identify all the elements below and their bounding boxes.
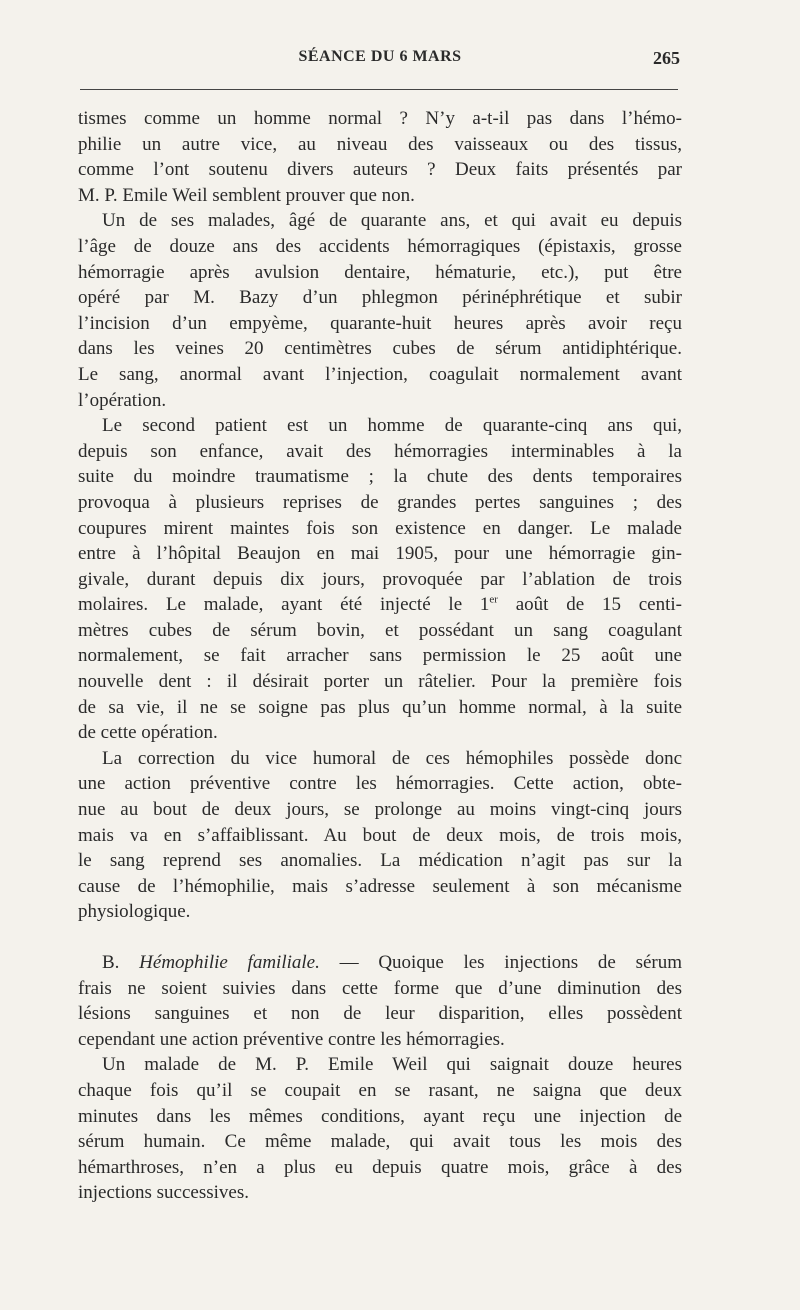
text-line: Le sang, anormal avant l’injection, coagulait normalement avant xyxy=(78,363,682,385)
section-b-heading-line xyxy=(78,950,682,976)
text-line: M. P. Emile Weil semblent prouver que non. xyxy=(78,184,415,206)
text-line: Le second patient est un homme de quarante-cinq ans qui, xyxy=(102,415,682,437)
text-line: mètres cubes de sérum bovin, et possédant un sang coagulant xyxy=(78,619,682,641)
text-line: dans les veines 20 centimètres cubes de sérum antidiphtérique. xyxy=(78,338,682,360)
text-line: l’incision d’un empyème, quarante-huit heures après avoir reçu xyxy=(78,312,682,334)
section-b-paragraph xyxy=(78,950,682,1052)
text-line: cependant une action préventive contre les hémorragies. xyxy=(78,1028,505,1050)
paragraph-3 xyxy=(78,413,682,746)
text-line: suite du moindre traumatisme ; la chute des dents temporaires xyxy=(78,466,682,488)
text-line: mais va en s’affaiblissant. Au bout de deux mois, de trois mois, xyxy=(78,824,682,846)
section-label: B. xyxy=(102,952,120,973)
section-gap xyxy=(78,925,682,950)
paragraph-final xyxy=(78,1052,682,1206)
em-dash: — xyxy=(339,952,359,973)
text-line: normalement, se fait arracher sans permission le 25 août une xyxy=(78,645,682,667)
text-line: hémorragie après avulsion dentaire, hématurie, etc.), put être xyxy=(78,261,682,283)
text-line: l’âge de douze ans des accidents hémorragiques (épistaxis, grosse xyxy=(78,235,682,257)
text-line: physiologique. xyxy=(78,901,191,923)
text-line: l’opération. xyxy=(78,389,167,411)
text-line: lésions sanguines et non de leur disparition, elles possèdent xyxy=(78,1003,682,1025)
text-fragment: molaires. Le malade, ayant été injecté le xyxy=(78,594,463,616)
text-line: cause de l’hémophilie, mais s’adresse seulement à son mécanisme xyxy=(78,875,682,897)
header-rule xyxy=(80,89,678,90)
running-title: SÉANCE DU 6 MARS xyxy=(298,48,462,65)
paragraph-4 xyxy=(78,746,682,925)
text-line: injections successives. xyxy=(78,1182,249,1204)
text-line: Un de ses malades, âgé de quarante ans, et qui avait eu depuis xyxy=(102,210,682,232)
page-header xyxy=(80,48,680,74)
text-line: sérum humain. Ce même malade, qui avait tous les mois des xyxy=(78,1131,682,1153)
text-line: minutes dans les mêmes conditions, ayant reçu une injection de xyxy=(78,1105,682,1127)
text-line: nue au bout de deux jours, se prolonge au moins vingt-cinq jours xyxy=(78,799,682,821)
text-fragment: août de 15 centi- xyxy=(515,594,682,616)
text-line: nouvelle dent : il désirait porter un râtelier. Pour la première fois xyxy=(78,671,682,693)
text-line: frais ne soient suivies dans cette forme que d’une diminution des xyxy=(78,977,682,999)
text-line: givale, durant depuis dix jours, provoquée par l’ablation de trois xyxy=(78,568,682,590)
text-line: opéré par M. Bazy d’un phlegmon périnéphrétique et subir xyxy=(78,287,682,309)
text-line: depuis son enfance, avait des hémorragies interminables à la xyxy=(78,440,682,462)
paragraph-1 xyxy=(78,106,682,208)
text-line: coupures mirent maintes fois son existence en danger. Le malade xyxy=(78,517,682,539)
text-fragment: Quoique les injections de sérum xyxy=(378,952,683,973)
text-line: La correction du vice humoral de ces hémophiles possède donc xyxy=(102,747,682,769)
page-number: 265 xyxy=(653,48,680,68)
paragraph-2 xyxy=(78,208,682,413)
text-line: provoqua à plusieurs reprises de grandes pertes sanguines ; des xyxy=(78,491,682,513)
text-line xyxy=(78,592,682,618)
date-day: 1 xyxy=(479,594,490,616)
text-line: une action préventive contre les hémorragies. Cette action, obte- xyxy=(78,773,682,795)
body-text xyxy=(78,106,682,1206)
text-line: de sa vie, il ne se soigne pas plus qu’un homme normal, à la suite xyxy=(78,696,682,718)
text-line: tismes comme un homme normal ? N’y a-t-il pas dans l’hémo- xyxy=(78,108,682,129)
text-line: de cette opération. xyxy=(78,722,218,744)
text-line: chaque fois qu’il se coupait en se rasant, ne saigna que deux xyxy=(78,1079,682,1101)
text-line: le sang reprend ses anomalies. La médication n’agit pas sur la xyxy=(78,850,682,872)
text-line: hémarthroses, n’en a plus eu depuis quatre mois, grâce à des xyxy=(78,1156,682,1178)
ordinal-superscript: er xyxy=(489,593,498,606)
text-line: Un malade de M. P. Emile Weil qui saignait douze heures xyxy=(102,1054,682,1076)
text-line: philie un autre vice, au niveau des vaisseaux ou des tissus, xyxy=(78,133,682,155)
section-title: Hémophilie familiale. xyxy=(139,952,320,973)
text-line: entre à l’hôpital Beaujon en mai 1905, pour une hémorragie gin- xyxy=(78,543,682,565)
text-line: comme l’ont soutenu divers auteurs ? Deux faits présentés par xyxy=(78,159,682,181)
